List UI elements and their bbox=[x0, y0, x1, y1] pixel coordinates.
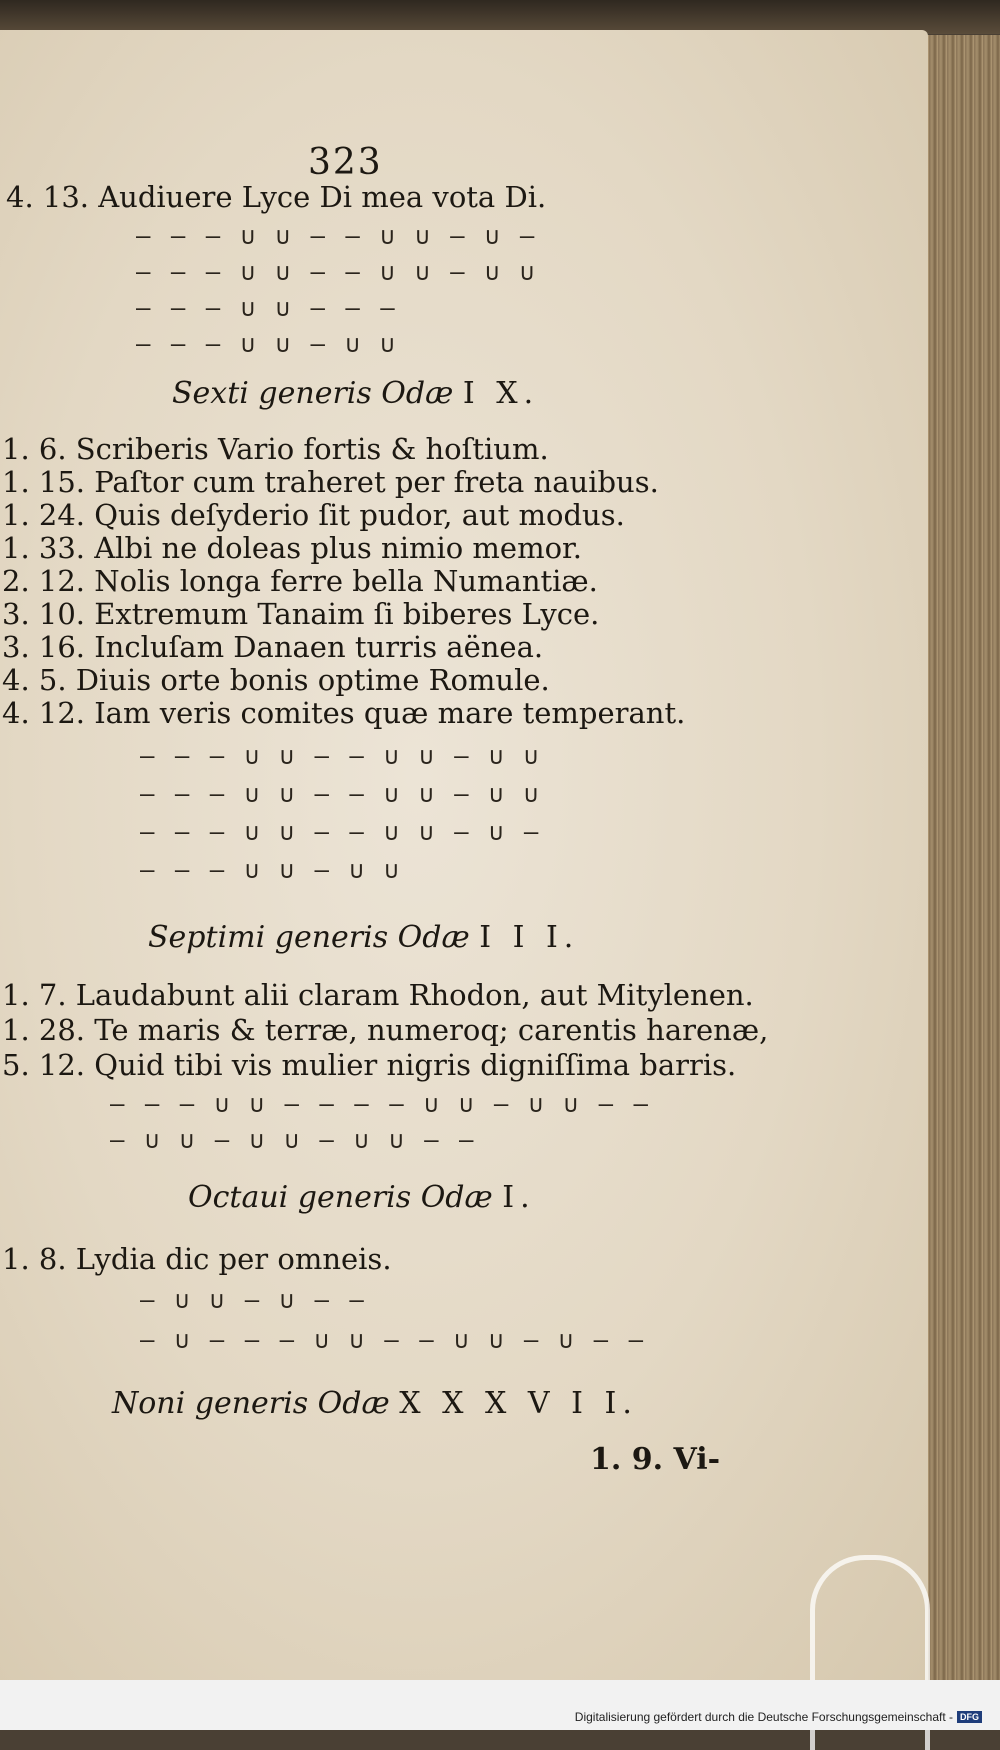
heading-title: Noni generis Odæ bbox=[112, 1386, 390, 1421]
section-heading-9 bbox=[112, 1386, 638, 1421]
verse-line: 3. 10. Extremum Tanaim ſi biberes Lyce. bbox=[2, 597, 600, 631]
verse-line: 1. 24. Quis deſyderio ſit pudor, aut modus. bbox=[2, 498, 625, 532]
heading-title: Octaui generis Odæ bbox=[188, 1180, 493, 1215]
section-heading-8 bbox=[188, 1180, 536, 1215]
credit-text: Digitalisierung gefördert durch die Deutsche Forschungsgemeinschaft - bbox=[574, 1710, 953, 1724]
verse-line: 3. 16. Incluſam Danaen turris aënea. bbox=[2, 630, 544, 664]
heading-title: Septimi generis Odæ bbox=[148, 920, 470, 955]
verse-line: 2. 12. Nolis longa ferre bella Numantiæ. bbox=[2, 564, 598, 598]
catchword: 1. 9. Vi- bbox=[590, 1442, 721, 1477]
meter-line: – – – ∪ ∪ – – ∪ ∪ – ∪ – bbox=[136, 222, 538, 250]
dfg-logo-icon: DFG bbox=[957, 1711, 982, 1723]
verse-line: 1. 7. Laudabunt alii claram Rhodon, aut Mitylenen. bbox=[2, 978, 754, 1012]
meter-line: – ∪ ∪ – ∪ – – bbox=[140, 1286, 367, 1314]
digitization-credit bbox=[575, 1710, 982, 1724]
meter-line: – – – ∪ ∪ – – ∪ ∪ – ∪ ∪ bbox=[140, 742, 542, 770]
verse-line: 1. 15. Paſtor cum traheret per freta nauibus. bbox=[2, 465, 659, 499]
book-top-shadow bbox=[0, 0, 1000, 34]
meter-line: – – – ∪ ∪ – – – – ∪ ∪ – ∪ ∪ – – bbox=[110, 1090, 651, 1118]
book-page-edges bbox=[920, 35, 1000, 1685]
verse-line: 1. 8. Lydia dic per omneis. bbox=[2, 1242, 392, 1276]
verse-line: 4. 12. Iam veris comites quæ mare temperant. bbox=[2, 696, 686, 730]
verse-line: 5. 12. Quid tibi vis mulier nigris digniſſima barris. bbox=[2, 1048, 737, 1082]
meter-line: – – – ∪ ∪ – – – bbox=[136, 294, 398, 322]
meter-line: – – – ∪ ∪ – – ∪ ∪ – ∪ ∪ bbox=[140, 780, 542, 808]
verse-line: 1. 28. Te maris & terræ, numeroq; carentis harenæ, bbox=[2, 1013, 769, 1047]
book-page bbox=[0, 30, 928, 1680]
heading-count: I X. bbox=[462, 376, 540, 411]
heading-count: X X X V I I. bbox=[399, 1386, 638, 1421]
meter-line: – – – ∪ ∪ – ∪ ∪ bbox=[140, 856, 402, 884]
meter-line: – – – ∪ ∪ – – ∪ ∪ – ∪ ∪ bbox=[136, 258, 538, 286]
heading-count: I. bbox=[502, 1180, 536, 1215]
meter-line: – – – ∪ ∪ – ∪ ∪ bbox=[136, 330, 398, 358]
verse-line: 1. 33. Albi ne doleas plus nimio memor. bbox=[2, 531, 582, 565]
heading-title: Sexti generis Odæ bbox=[172, 376, 454, 411]
meter-line: – ∪ – – – ∪ ∪ – – ∪ ∪ – ∪ – – bbox=[140, 1326, 647, 1354]
meter-line: – ∪ ∪ – ∪ ∪ – ∪ ∪ – – bbox=[110, 1126, 477, 1154]
meter-line: – – – ∪ ∪ – – ∪ ∪ – ∪ – bbox=[140, 818, 542, 846]
page-number: 323 bbox=[308, 142, 383, 183]
heading-count: I I I. bbox=[479, 920, 580, 955]
section-heading-6 bbox=[172, 376, 539, 411]
verse-line: 4. 13. Audiuere Lyce Di mea vota Di. bbox=[6, 180, 547, 214]
section-heading-7 bbox=[148, 920, 579, 955]
verse-line: 4. 5. Diuis orte bonis optime Romule. bbox=[2, 663, 550, 697]
verse-line: 1. 6. Scriberis Vario fortis & hoſtium. bbox=[2, 432, 549, 466]
